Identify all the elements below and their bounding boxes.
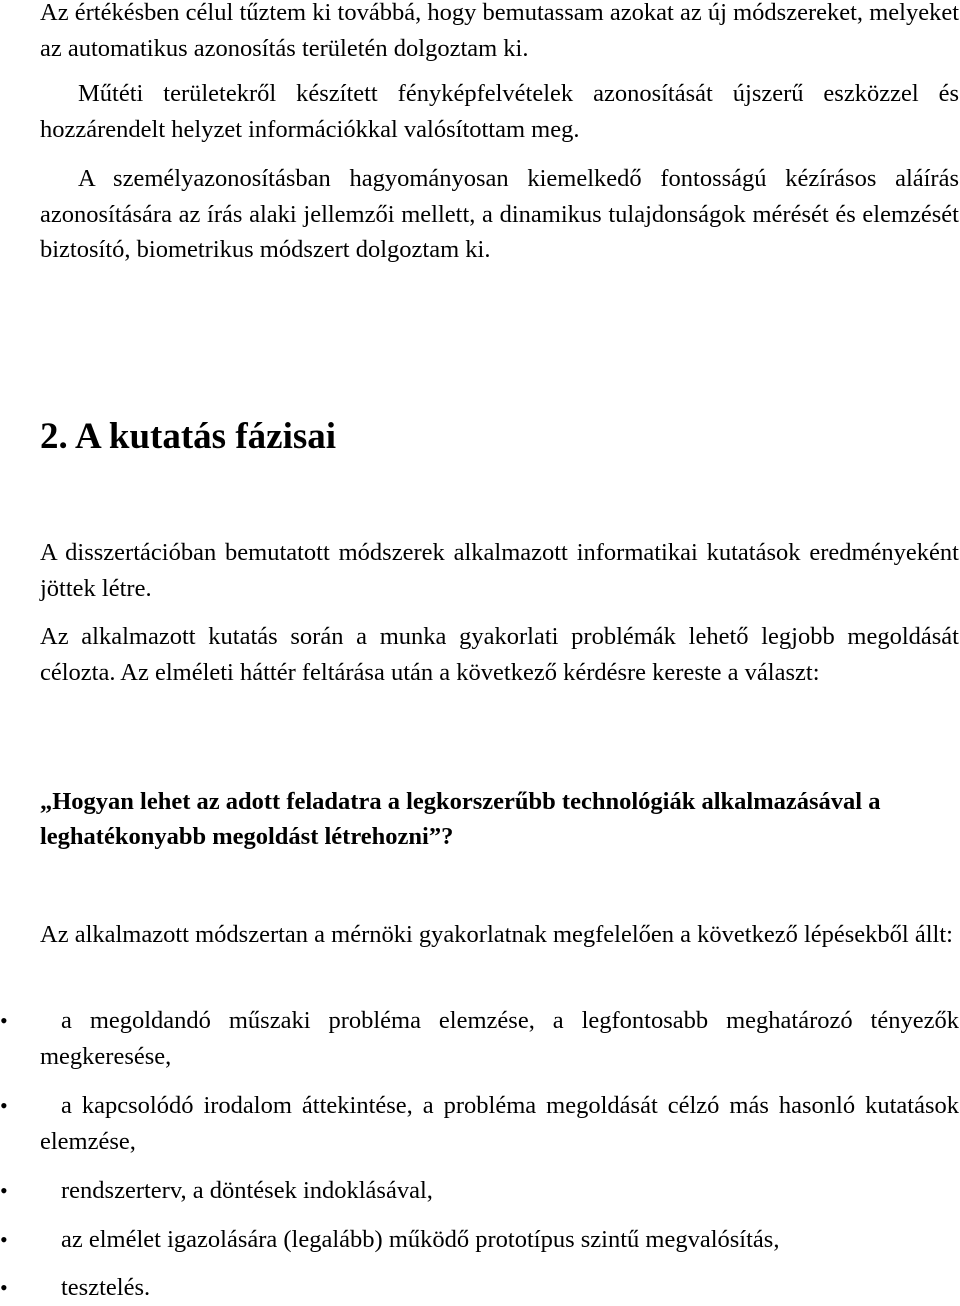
bullet-icon: • [0, 1178, 8, 1203]
paragraph-applied-research: Az alkalmazott kutatás során a munka gyakorlati problémák lehető legjobb megoldását célozta. Az elméleti háttér feltárása után a következő kérdésre kereste a választ: [40, 623, 959, 686]
list-item-text: a megoldandó műszaki probléma elemzése, a legfontosabb meghatározó tényezők megkeresése, [40, 1007, 959, 1070]
list-item [0, 1088, 959, 1159]
paragraph-signature: A személyazonosításban hagyományosan kiemelkedő fontosságú kézírásos aláírás azonosítására az írás alaki jellemzői mellett, a dinamikus tulajdonságok mérését és elemzését biztosító, biometrikus módszert dolgoztam ki. [40, 165, 959, 263]
bullet-icon: • [0, 1008, 8, 1033]
bullet-icon: • [0, 1275, 8, 1300]
list-item [0, 1003, 959, 1074]
list-item-text: tesztelés. [61, 1274, 151, 1301]
section-heading: 2. A kutatás fázisai [40, 416, 337, 457]
list-item-text: rendszerterv, a döntések indoklásával, [61, 1177, 433, 1204]
list-item-text: az elmélet igazolására (legalább) működő prototípus szintű megvalósítás, [61, 1226, 780, 1253]
bullet-icon: • [0, 1227, 8, 1252]
list-item [0, 1173, 959, 1209]
paragraph-goals: Az értékésben célul tűztem ki továbbá, hogy bemutassam azokat az új módszereket, melyeket az automatikus azonosítás területén dolgoztam ki. [40, 0, 959, 62]
bullet-icon: • [0, 1093, 8, 1118]
list-item [0, 1270, 959, 1306]
list-item-text: a kapcsolódó irodalom áttekintése, a probléma megoldását célzó más hasonló kutatások elemzése, [40, 1092, 959, 1155]
paragraph-dissertation: A disszertációban bemutatott módszerek alkalmazott informatikai kutatások eredményeként jöttek létre. [40, 539, 959, 602]
paragraph-methodology: Az alkalmazott módszertan a mérnöki gyakorlatnak megfelelően a következő lépésekből állt: [40, 921, 953, 948]
research-question: „Hogyan lehet az adott feladatra a legkorszerűbb technológiák alkalmazásával a leghatékonyabb megoldást létrehozni”? [40, 788, 881, 850]
paragraph-surgical-images: Műtéti területekről készített fényképfelvételek azonosítását újszerű eszközzel és hozzárendelt helyzet információkkal valósítottam meg. [40, 80, 959, 143]
list-item [0, 1222, 959, 1258]
